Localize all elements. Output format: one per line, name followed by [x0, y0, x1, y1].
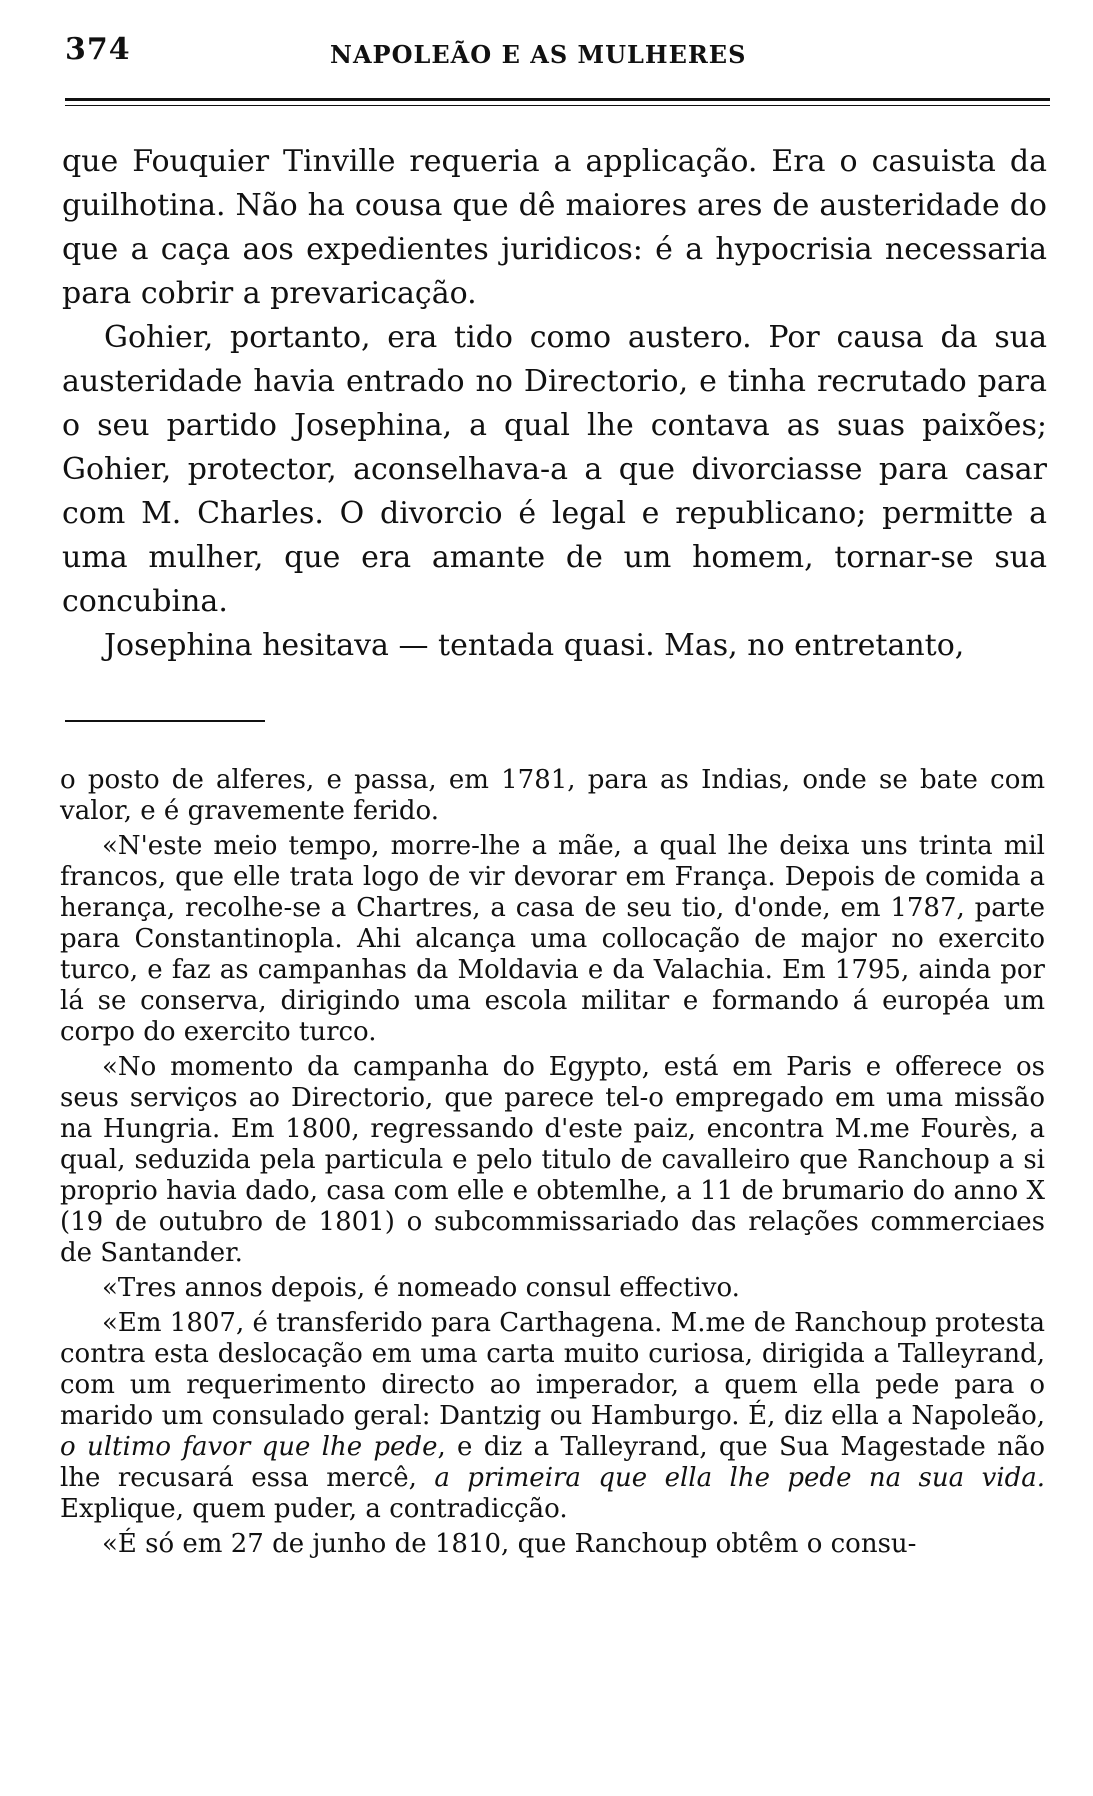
footnote-italic: a primeira que ella lhe pede na sua vida. — [434, 1463, 1045, 1493]
footnote-italic: o ultimo favor que lhe pede — [60, 1432, 438, 1462]
main-paragraph: que Fouquier Tinville requeria a applicação. Era o casuista da guilhotina. Não ha cousa que dê maiores ares de austeridade do que a caça aos expedientes juridicos: é a hypocrisia necessaria para cobrir a prevaricação. — [62, 144, 1047, 311]
footnote-paragraph: «N'este meio tempo, morre-lhe a mãe, a qual lhe deixa uns trinta mil francos, que elle trata logo de vir devorar em França. Depois de comida a herança, recolhe-se a Chartres, a casa de seu tio, d'onde, em 1787, parte para Constantinopla. Ahi alcança uma collocação de major no exercito turco, e faz as campanhas da Moldavia e da Valachia. Em 1795, ainda por lá se conserva, dirigindo uma escola militar e formando á européa um corpo do exercito turco. — [60, 831, 1045, 1047]
main-paragraph: Josephina hesitava — tentada quasi. Mas, no entretanto, — [104, 628, 965, 663]
main-paragraph: Gohier, portanto, era tido como austero. Por causa da sua austeridade havia entrado no Directorio, e tinha recrutado para o seu partido Josephina, a qual lhe contava as suas paixões; Gohier, protector, aconselhava-a a que divorciasse para casar com M. Charles. O divorcio é legal e republicano; permitte a uma mulher, que era amante de um homem, tornar-se sua concubina. — [62, 320, 1047, 619]
footnote — [60, 765, 1045, 1564]
footnote-rule — [65, 720, 265, 722]
footnote-text: , e diz a Talleyrand, que Sua Magestade não lhe recusará essa mercê, — [60, 1432, 1045, 1493]
footnote-paragraph: «No momento da campanha do Egypto, está em Paris e offerece os seus serviços ao Directorio, que parece tel-o empregado em uma missão na Hungria. Em 1800, regressando d'este paiz, encontra M.me Fourès, a qual, seduzida pela particula e pelo titulo de cavalleiro que Ranchoup a si proprio havia dado, casa com elle e obtemlhe, a 11 de brumario do anno X (19 de outubro de 1801) o subcommissariado das relações commerciaes de Santander. — [60, 1052, 1045, 1268]
page-header — [65, 28, 1055, 76]
footnote-text: «Em 1807, é transferido para Carthagena. M.me de Ranchoup protesta contra esta deslocação em uma carta muito curiosa, dirigida a Talleyrand, com um requerimento directo ao imperador, a quem ella pede para o marido um consulado geral: Dantzig ou Hamburgo. É, diz ella a Napoleão, — [60, 1308, 1045, 1431]
page-number: 374 — [65, 32, 131, 67]
footnote-paragraph: «É só em 27 de junho de 1810, que Ranchoup obtêm o consu- — [102, 1529, 917, 1559]
footnote-paragraph — [60, 1308, 1045, 1525]
footnote-paragraph: o posto de alferes, e passa, em 1781, para as Indias, onde se bate com valor, e é gravemente ferido. — [60, 765, 1045, 826]
running-title: NAPOLEÃO E AS MULHERES — [330, 40, 747, 69]
footnote-text: Explique, quem puder, a contradicção. — [60, 1494, 568, 1524]
footnote-paragraph: «Tres annos depois, é nomeado consul effectivo. — [102, 1273, 740, 1303]
header-rule — [65, 98, 1050, 106]
main-text — [62, 140, 1047, 668]
